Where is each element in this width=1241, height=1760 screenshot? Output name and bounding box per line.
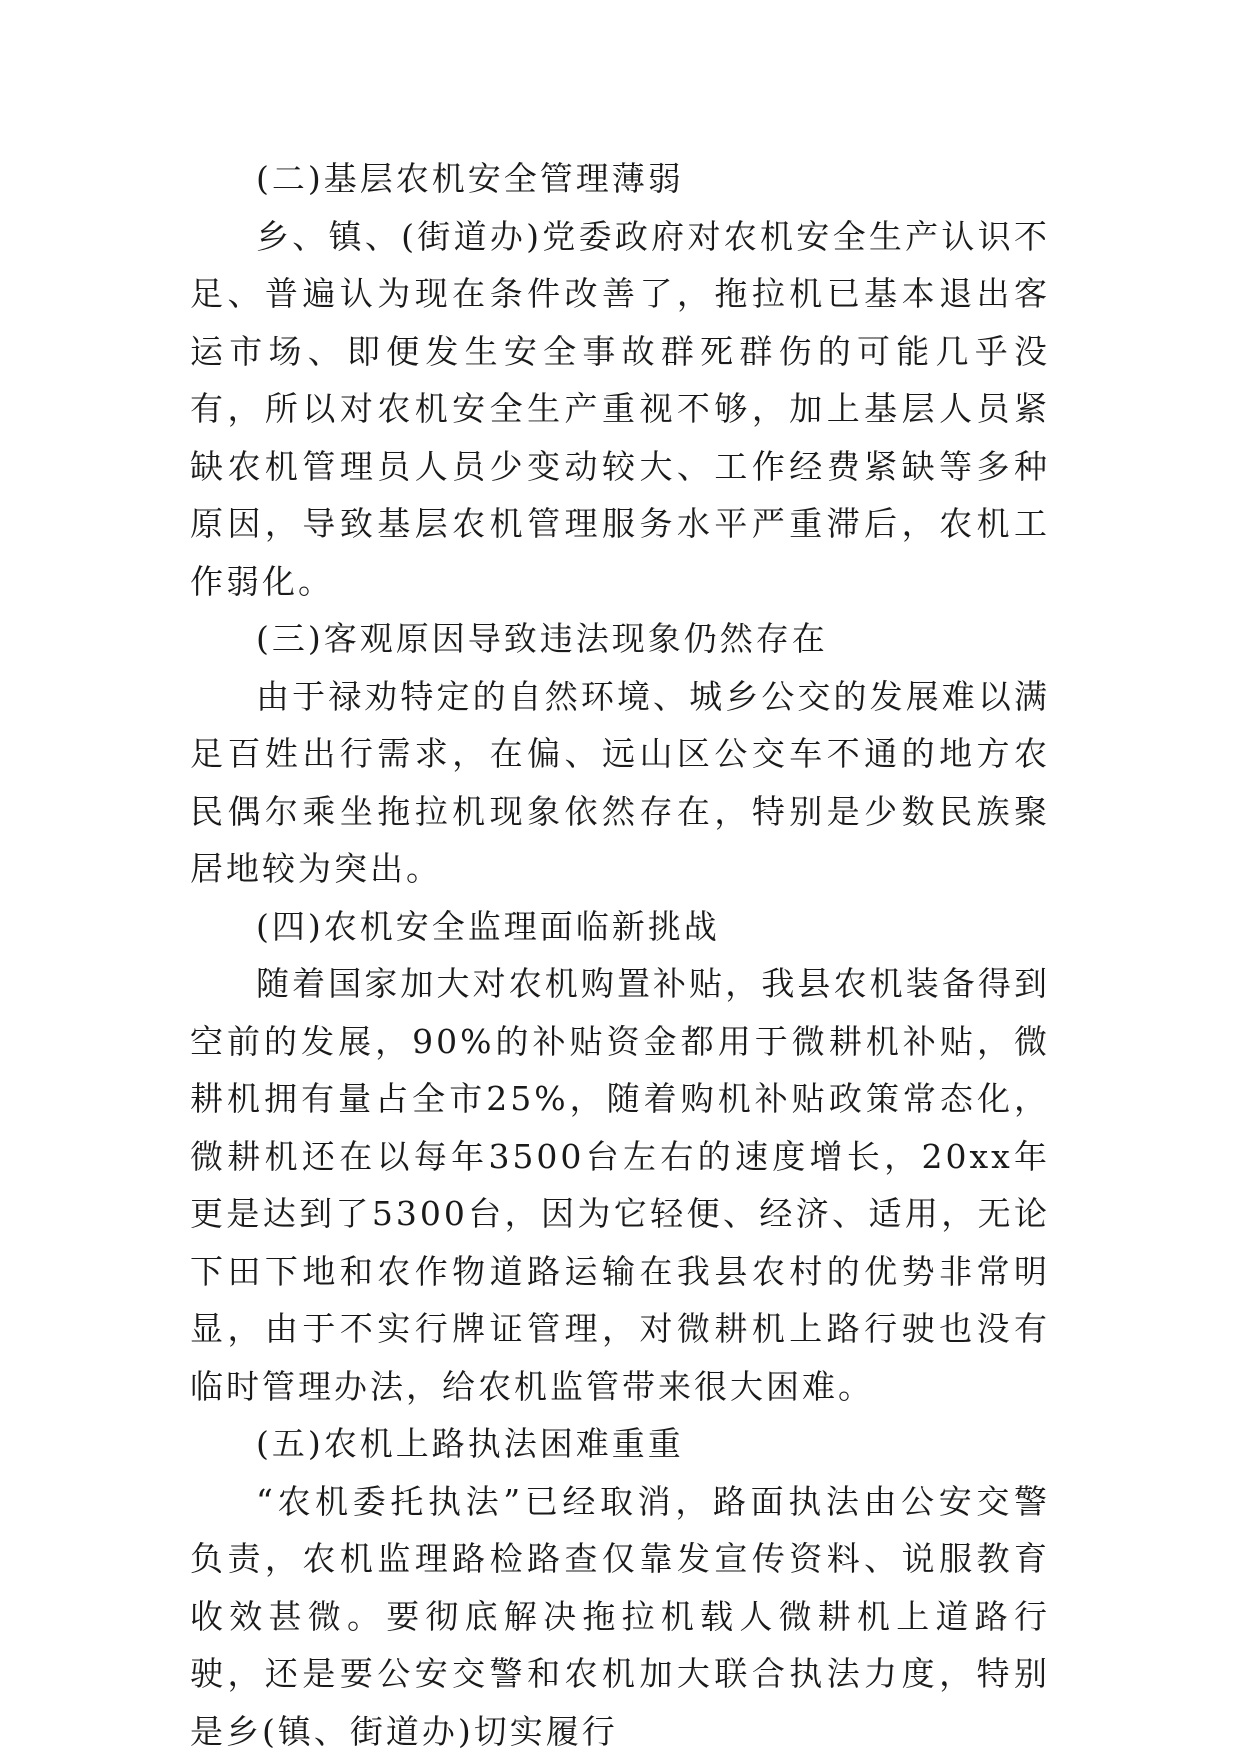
document-body (190, 150, 1050, 1760)
paragraph: 随着国家加大对农机购置补贴，我县农机装备得到空前的发展，90%的补贴资金都用于微耕机补贴，微耕机拥有量占全市25%，随着购机补贴政策常态化，微耕机还在以每年3500台左右的速度增长，20xx年更是达到了5300台，因为它轻便、经济、适用，无论下田下地和农作物道路运输在我县农村的优势非常明显，由于不实行牌证管理，对微耕机上路行驶也没有临时管理办法，给农机监管带来很大困难。 (190, 955, 1050, 1415)
paragraph: 乡、镇、(街道办)党委政府对农机安全生产认识不足、普遍认为现在条件改善了，拖拉机已基本退出客运市场、即便发生安全事故群死群伤的可能几乎没有，所以对农机安全生产重视不够，加上基层人员紧缺农机管理员人员少变动较大、工作经费紧缺等多种原因，导致基层农机管理服务水平严重滞后，农机工作弱化。 (190, 208, 1050, 611)
section-heading-3: (三)客观原因导致违法现象仍然存在 (190, 610, 1050, 668)
section-heading-2: (二)基层农机安全管理薄弱 (190, 150, 1050, 208)
section-heading-4: (四)农机安全监理面临新挑战 (190, 898, 1050, 956)
paragraph: “农机委托执法”已经取消，路面执法由公安交警负责，农机监理路检路查仅靠发宣传资料、说服教育收效甚微。要彻底解决拖拉机载人微耕机上道路行驶，还是要公安交警和农机加大联合执法力度，特别是乡(镇、街道办)切实履行 (190, 1473, 1050, 1760)
paragraph: 由于禄劝特定的自然环境、城乡公交的发展难以满足百姓出行需求，在偏、远山区公交车不通的地方农民偶尔乘坐拖拉机现象依然存在，特别是少数民族聚居地较为突出。 (190, 668, 1050, 898)
section-heading-5: (五)农机上路执法困难重重 (190, 1415, 1050, 1473)
